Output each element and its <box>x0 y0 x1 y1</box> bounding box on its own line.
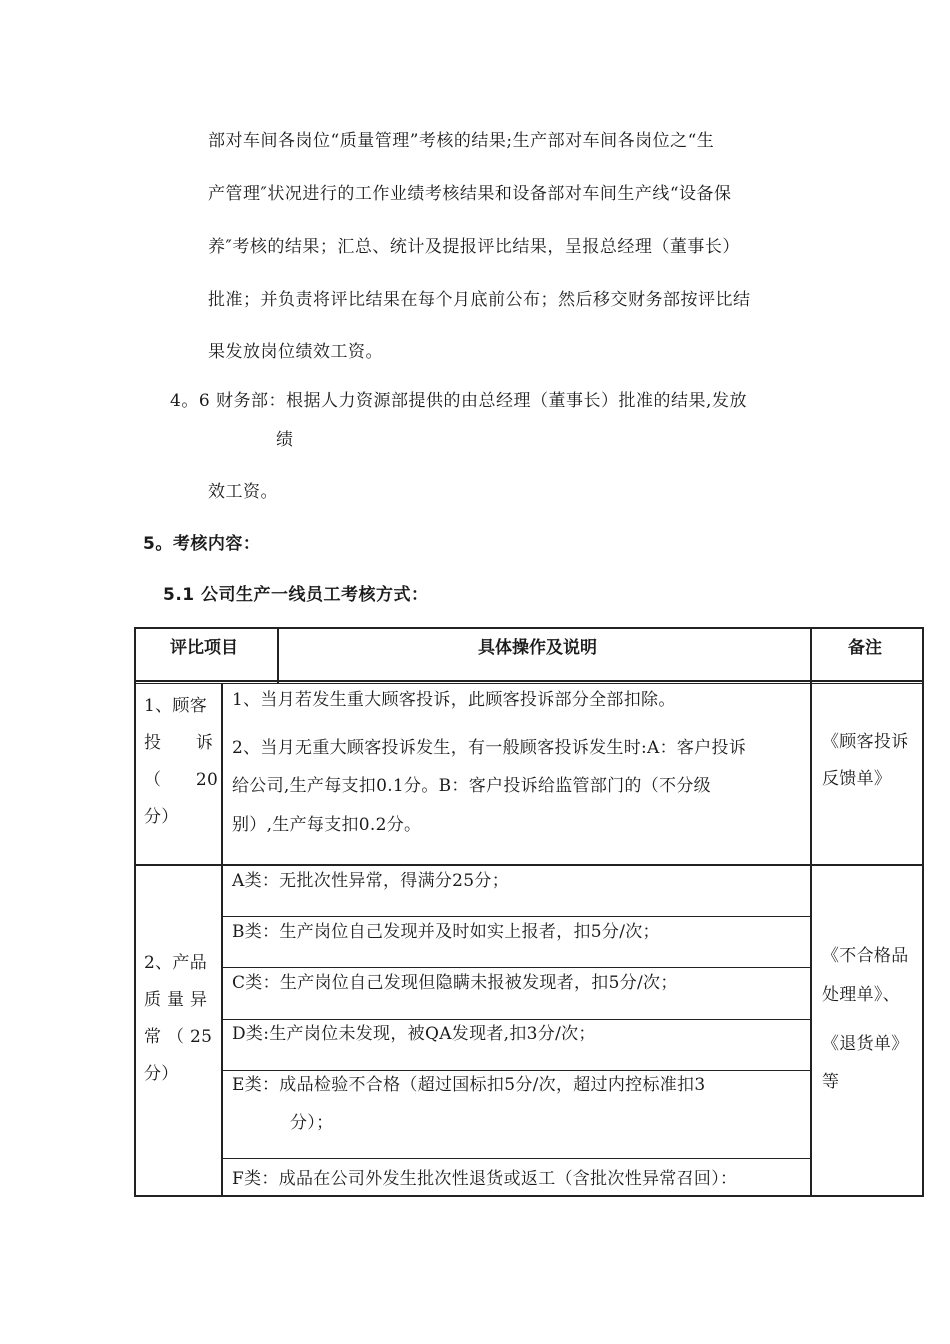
row1-item-line: 分） <box>144 807 179 827</box>
table-border <box>277 627 279 683</box>
row1-item-line: 1、顾客 <box>144 696 208 716</box>
row1-item-line: （ 20 <box>144 770 219 790</box>
paragraph-line: 绩 <box>276 430 294 450</box>
assessment-table <box>134 627 924 1197</box>
row1-desc-line: 1、当月若发生重大顾客投诉，此顾客投诉部分全部扣除。 <box>232 690 676 710</box>
paragraph-line: 产管理″状况进行的工作业绩考核结果和设备部对车间生产线“设备保 <box>208 184 732 204</box>
row1-desc-line: 给公司,生产每支扣0.1分。B：客户投诉给监管部门的（不分级 <box>232 776 711 796</box>
table-border <box>810 683 812 1197</box>
row1-note-line: 反馈单》 <box>822 769 892 789</box>
header-item: 评比项目 <box>170 638 238 658</box>
row1-note-line: 《顾客投诉 <box>822 732 909 752</box>
row1-desc-line: 2、当月无重大顾客投诉发生，有一般顾客投诉发生时:A：客户投诉 <box>232 738 747 758</box>
subsection-heading: 5.1 公司生产一线员工考核方式： <box>163 585 429 605</box>
row2-sub-row: A类：无批次性异常，得满分25分； <box>232 871 510 891</box>
row2-note-line: 等 <box>822 1072 840 1092</box>
paragraph-line: 部对车间各岗位“质量管理”考核的结果;生产部对车间各岗位之“生 <box>208 131 715 151</box>
row2-sub-row: D类:生产岗位未发现，被QA发现者,扣3分/次； <box>232 1024 596 1044</box>
row2-sub-row: E类：成品检验不合格（超过国标扣5分/次，超过内控标准扣3 <box>232 1075 706 1095</box>
row2-item-line: 2、产品 <box>144 953 208 973</box>
paragraph-line: 批准；并负责将评比结果在每个月底前公布；然后移交财务部按评比结 <box>208 290 751 310</box>
row2-item-line: 分） <box>144 1064 179 1084</box>
table-border <box>134 627 136 1197</box>
table-border <box>222 1158 810 1159</box>
row2-item-line: 常 （ 25 <box>144 1027 213 1047</box>
row2-item-line: 质 量 异 <box>144 990 208 1010</box>
header-note: 备注 <box>848 638 882 658</box>
row2-sub-row: 分）； <box>290 1113 334 1133</box>
paragraph-line: 效工资。 <box>208 482 278 502</box>
row2-sub-row: B类：生产岗位自己发现并及时如实上报者，扣5分/次； <box>232 922 660 942</box>
section-heading: 5。考核内容： <box>143 534 261 554</box>
row1-item-line: 投 诉 <box>144 733 214 753</box>
paragraph-line: 果发放岗位绩效工资。 <box>208 342 383 362</box>
paragraph-line: 养″考核的结果；汇总、统计及提报评比结果，呈报总经理（董事长） <box>208 237 740 257</box>
row2-sub-row: C类：生产岗位自己发现但隐瞒未报被发现者，扣5分/次； <box>232 973 678 993</box>
row2-note-line: 《退货单》 <box>822 1034 909 1054</box>
paragraph-line: 4。6 财务部：根据人力资源部提供的由总经理（董事长）批准的结果,发放 <box>170 391 747 411</box>
row2-note-line: 《不合格品 <box>822 946 909 966</box>
table-border <box>134 627 924 629</box>
table-border <box>221 683 223 1197</box>
table-border <box>810 627 812 683</box>
table-border <box>922 627 924 1197</box>
row2-note-line: 处理单》、 <box>822 985 900 1005</box>
row1-desc-line: 别）,生产每支扣0.2分。 <box>232 815 422 835</box>
row2-sub-row: F类：成品在公司外发生批次性退货或返工（含批次性异常召回）： <box>232 1169 738 1189</box>
header-description: 具体操作及说明 <box>478 638 597 658</box>
